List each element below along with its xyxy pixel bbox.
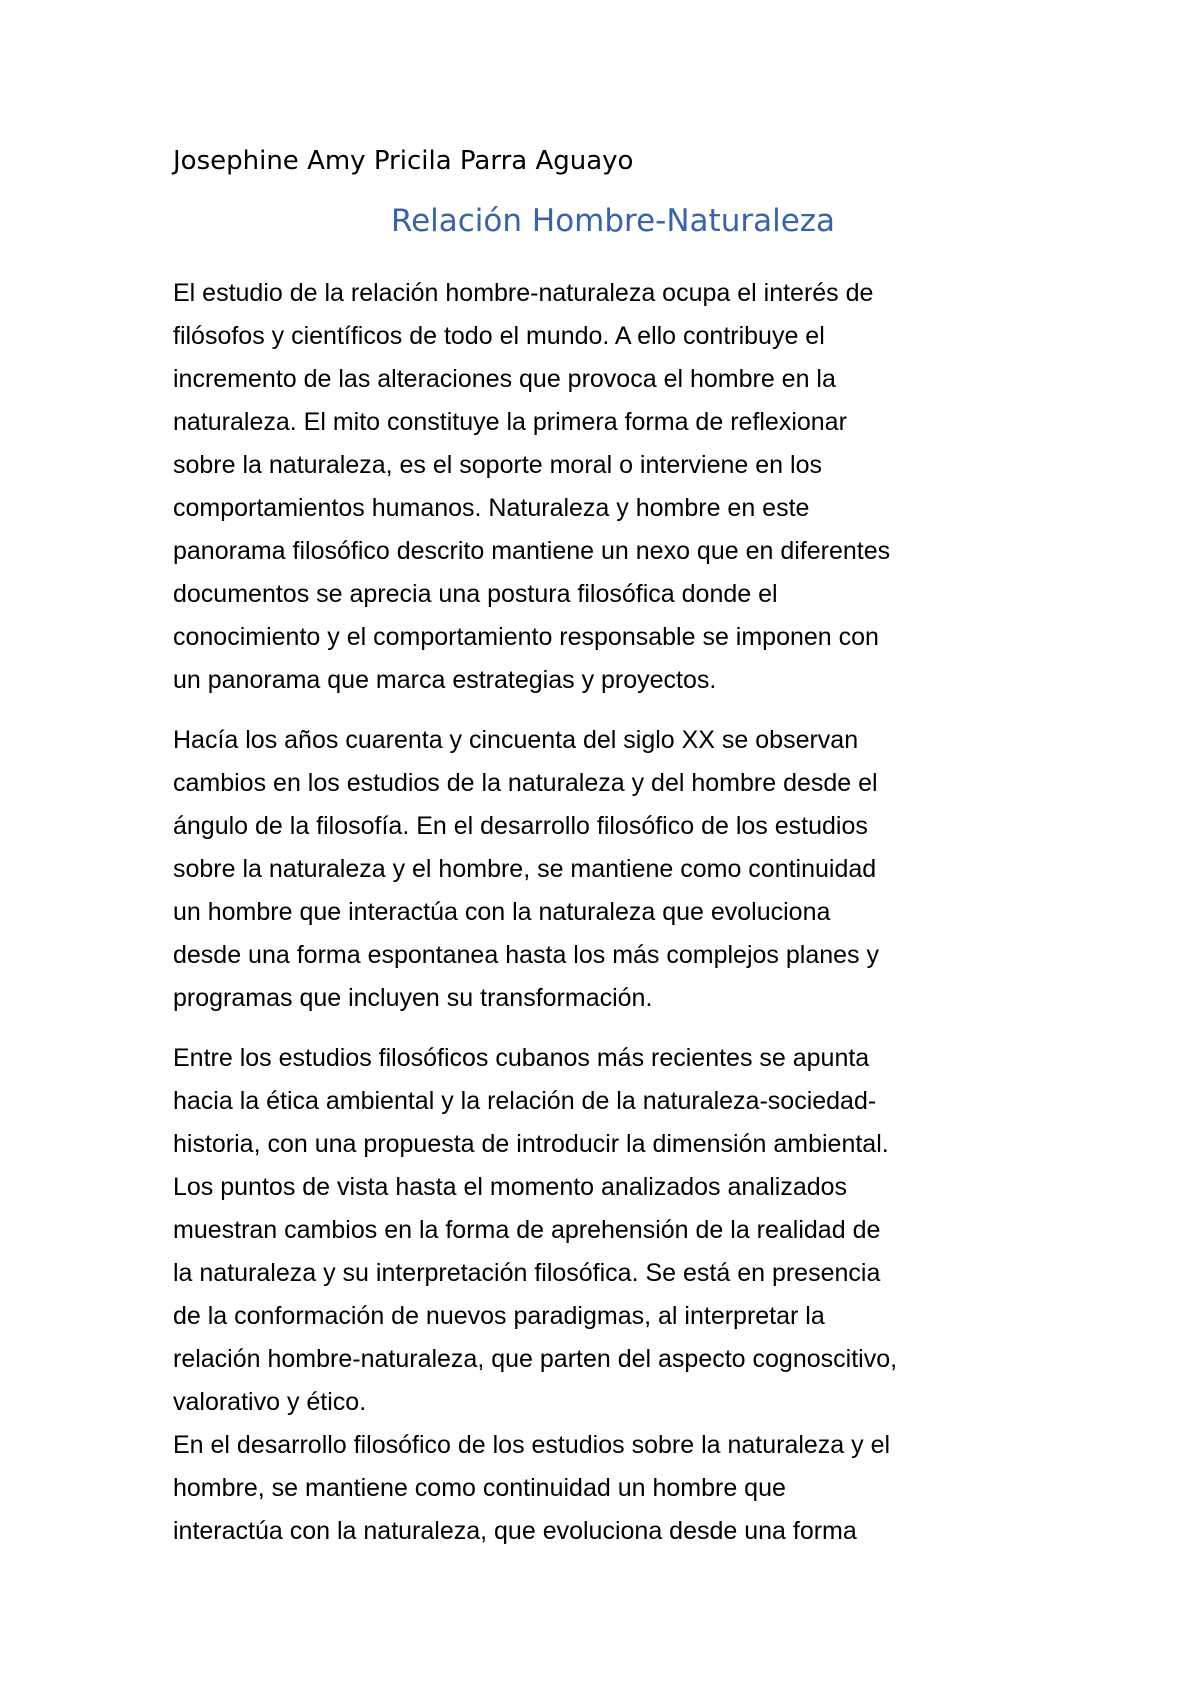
text-line: un panorama que marca estrategias y proyectos. xyxy=(173,666,717,694)
text-line: muestran cambios en la forma de aprehensión de la realidad de xyxy=(173,1216,881,1244)
document-body xyxy=(173,272,1053,1553)
text-line: Entre los estudios filosóficos cubanos más recientes se apunta xyxy=(173,1044,870,1072)
text-line: filósofos y científicos de todo el mundo. A ello contribuye el xyxy=(173,322,825,350)
text-line: sobre la naturaleza y el hombre, se mantiene como continuidad xyxy=(173,855,877,883)
text-line: de la conformación de nuevos paradigmas, al interpretar la xyxy=(173,1302,825,1330)
text-line: Los puntos de vista hasta el momento analizados analizados xyxy=(173,1173,848,1201)
text-line: comportamientos humanos. Naturaleza y hombre en este xyxy=(173,494,810,522)
text-line: panorama filosófico descrito mantiene un nexo que en diferentes xyxy=(173,537,891,565)
text-line: hacia la ética ambiental y la relación de la naturaleza-sociedad- xyxy=(173,1087,877,1115)
text-line: documentos se aprecia una postura filosófica donde el xyxy=(173,580,778,608)
text-line: naturaleza. El mito constituye la primera forma de reflexionar xyxy=(173,408,847,436)
paragraph-3 xyxy=(173,1037,1053,1424)
text-line: Hacía los años cuarenta y cincuenta del siglo XX se observan xyxy=(173,726,859,754)
paragraph-1 xyxy=(173,272,1053,702)
text-line: programas que incluyen su transformación. xyxy=(173,984,653,1012)
text-line: El estudio de la relación hombre-naturaleza ocupa el interés de xyxy=(173,279,874,307)
text-line: desde una forma espontanea hasta los más complejos planes y xyxy=(173,941,879,969)
text-line: un hombre que interactúa con la naturaleza que evoluciona xyxy=(173,898,831,926)
paragraph-4 xyxy=(173,1424,1053,1553)
text-line: incremento de las alteraciones que provoca el hombre en la xyxy=(173,365,836,393)
text-line: relación hombre-naturaleza, que parten del aspecto cognoscitivo, xyxy=(173,1345,898,1373)
text-line: ángulo de la filosofía. En el desarrollo filosófico de los estudios xyxy=(173,812,868,840)
text-line: la naturaleza y su interpretación filosófica. Se está en presencia xyxy=(173,1259,881,1287)
document-content xyxy=(173,140,1053,1553)
document-title: Relación Hombre-Naturaleza xyxy=(390,203,836,239)
text-line: interactúa con la naturaleza, que evoluciona desde una forma xyxy=(173,1517,857,1545)
text-line: En el desarrollo filosófico de los estudios sobre la naturaleza y el xyxy=(173,1431,891,1459)
text-line: valorativo y ético. xyxy=(173,1388,367,1416)
text-line: cambios en los estudios de la naturaleza y del hombre desde el xyxy=(173,769,878,797)
text-line: historia, con una propuesta de introducir la dimensión ambiental. xyxy=(173,1130,889,1158)
text-line: sobre la naturaleza, es el soporte moral o interviene en los xyxy=(173,451,822,479)
text-line: hombre, se mantiene como continuidad un hombre que xyxy=(173,1474,786,1502)
author-name: Josephine Amy Pricila Parra Aguayo xyxy=(173,146,634,176)
text-line: conocimiento y el comportamiento responsable se imponen con xyxy=(173,623,879,651)
paragraph-2 xyxy=(173,719,1053,1020)
